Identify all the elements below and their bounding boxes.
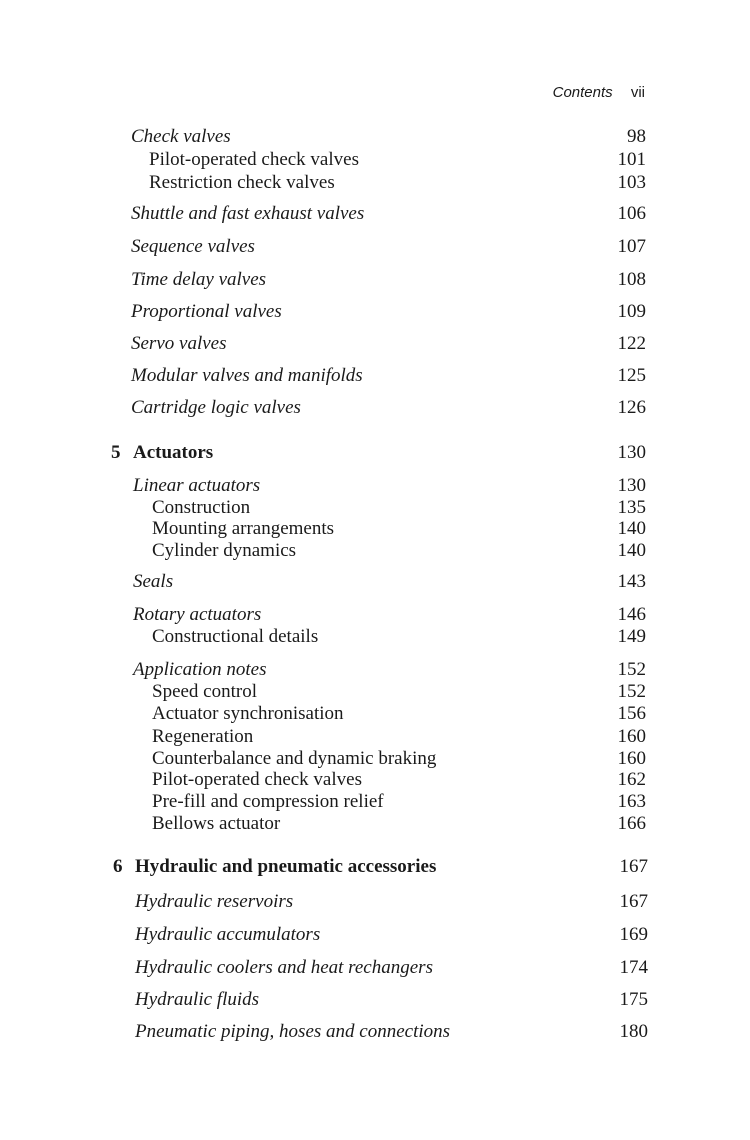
toc-title: Constructional details	[152, 626, 319, 647]
toc-page: 166	[617, 813, 646, 834]
toc-subsection	[0, 625, 750, 649]
toc-title: Mounting arrangements	[152, 518, 335, 539]
toc-subsection	[0, 148, 750, 172]
toc-page: 175	[619, 989, 648, 1010]
toc-page: 169	[619, 924, 648, 945]
toc-page: 152	[617, 681, 646, 702]
toc-title: Rotary actuators	[133, 604, 262, 625]
toc-page: 167	[619, 856, 648, 877]
toc-section	[0, 658, 750, 682]
toc-page: 143	[617, 571, 646, 592]
toc-subsection	[0, 680, 750, 704]
toc-subsection	[0, 768, 750, 792]
toc-section	[0, 235, 750, 259]
toc-section	[0, 268, 750, 292]
toc-chapter	[0, 855, 750, 879]
toc-title: Check valves	[131, 126, 231, 147]
toc-section	[0, 300, 750, 324]
toc-title: Hydraulic and pneumatic accessories	[135, 856, 437, 877]
toc-section	[0, 474, 750, 498]
toc-title: Restriction check valves	[149, 172, 335, 193]
toc-title: Hydraulic accumulators	[135, 924, 321, 945]
toc-page: 98	[627, 126, 646, 147]
toc-title: Actuators	[133, 442, 214, 463]
toc-subsection	[0, 517, 750, 541]
toc-title: Servo valves	[131, 333, 227, 354]
toc-section	[0, 202, 750, 226]
toc-section	[0, 570, 750, 594]
toc-page: 140	[617, 540, 646, 561]
toc-section	[0, 364, 750, 388]
chapter-number: 6	[113, 856, 123, 877]
toc-subsection	[0, 790, 750, 814]
running-header-title: Contents	[552, 84, 613, 101]
running-header	[553, 84, 645, 101]
toc-page: 130	[617, 475, 646, 496]
toc-page: 149	[617, 626, 646, 647]
toc-title: Regeneration	[152, 726, 254, 747]
toc-title: Time delay valves	[131, 269, 267, 290]
toc-section	[0, 603, 750, 627]
toc-title: Pilot-operated check valves	[149, 149, 359, 170]
toc-subsection	[0, 702, 750, 726]
toc-section	[0, 988, 750, 1012]
toc-page: 162	[617, 769, 646, 790]
chapter-number: 5	[111, 442, 121, 463]
toc-section	[0, 332, 750, 356]
toc-title: Speed control	[152, 681, 258, 702]
toc-page: 163	[617, 791, 646, 812]
toc-section	[0, 890, 750, 914]
toc-page: 107	[617, 236, 646, 257]
toc-title: Hydraulic reservoirs	[135, 891, 294, 912]
page-number: vii	[630, 84, 645, 101]
toc-page: 156	[617, 703, 646, 724]
toc-title: Counterbalance and dynamic braking	[152, 748, 437, 769]
toc-subsection	[0, 725, 750, 749]
toc-title: Hydraulic coolers and heat rechangers	[135, 957, 433, 978]
toc-title: Pre-fill and compression relief	[152, 791, 384, 812]
toc-page: 160	[617, 748, 646, 769]
toc-section	[0, 125, 750, 149]
toc-page: 108	[617, 269, 646, 290]
toc-chapter	[0, 441, 750, 465]
toc-page: 101	[617, 149, 646, 170]
toc-subsection	[0, 812, 750, 836]
toc-title: Actuator synchronisation	[152, 703, 344, 724]
toc-title: Cartridge logic valves	[131, 397, 301, 418]
toc-title: Application notes	[133, 659, 267, 680]
toc-subsection	[0, 171, 750, 195]
toc-title: Seals	[133, 571, 174, 592]
toc-title: Bellows actuator	[152, 813, 281, 834]
toc-page: 174	[619, 957, 648, 978]
toc-title: Hydraulic fluids	[135, 989, 260, 1010]
toc-title: Pneumatic piping, hoses and connections	[135, 1021, 451, 1042]
toc-page: 103	[617, 172, 646, 193]
toc-title: Construction	[152, 497, 251, 518]
toc-title: Sequence valves	[131, 236, 255, 257]
toc-title: Cylinder dynamics	[152, 540, 297, 561]
toc-page: 140	[617, 518, 646, 539]
toc-title: Pilot-operated check valves	[152, 769, 362, 790]
toc-page: 126	[617, 397, 646, 418]
toc-page: 125	[617, 365, 646, 386]
toc-page: 122	[617, 333, 646, 354]
toc-section	[0, 1020, 750, 1044]
toc-title: Shuttle and fast exhaust valves	[131, 203, 365, 224]
toc-section	[0, 396, 750, 420]
toc-title: Proportional valves	[131, 301, 282, 322]
toc-page: 152	[617, 659, 646, 680]
toc-subsection	[0, 539, 750, 563]
toc-page: 109	[617, 301, 646, 322]
toc-page: 146	[617, 604, 646, 625]
toc-title: Modular valves and manifolds	[131, 365, 363, 386]
toc-page: 180	[619, 1021, 648, 1042]
toc-title: Linear actuators	[133, 475, 261, 496]
toc-section	[0, 923, 750, 947]
toc-page: 135	[617, 497, 646, 518]
toc-page: 167	[619, 891, 648, 912]
toc-page: 106	[617, 203, 646, 224]
toc-page: 160	[617, 726, 646, 747]
toc-page: 130	[617, 442, 646, 463]
toc-section	[0, 956, 750, 980]
